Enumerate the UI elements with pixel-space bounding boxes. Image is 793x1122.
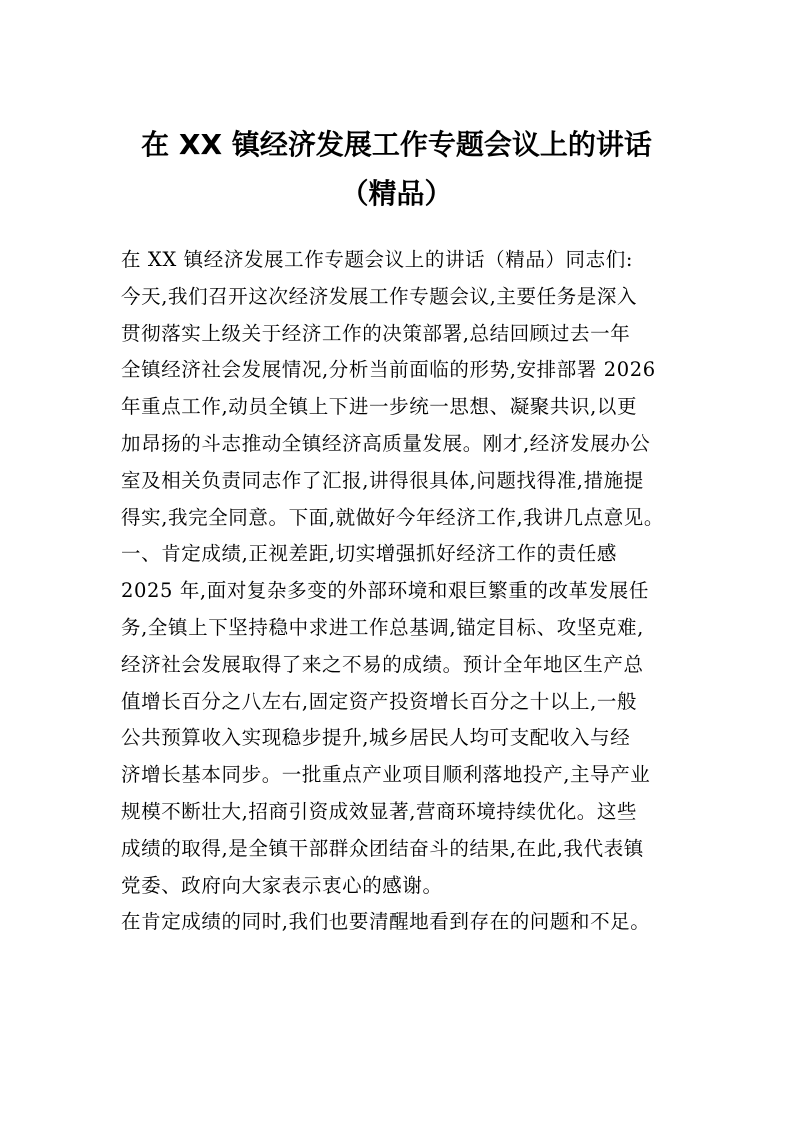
body-line: 党委、政府向大家表示衷心的感谢。 [121,873,443,897]
body-line: 年重点工作,动员全镇上下进一步统一思想、凝聚共识,以更 [121,395,638,419]
body-line: 务,全镇上下坚持稳中求进工作总基调,锚定目标、攻坚克难, [121,615,644,639]
body-line: 济增长基本同步。一批重点产业项目顺利落地投产,主导产业 [121,763,651,787]
section-heading: 一、肯定成绩,正视差距,切实增强抓好经济工作的责任感 [121,542,617,566]
document-title-line-1: 在 XX 镇经济发展工作专题会议上的讲话 [141,128,652,161]
body-line: 贯彻落实上级关于经济工作的决策部署,总结回顾过去一年 [121,321,631,345]
body-line: 在肯定成绩的同时,我们也要清醒地看到存在的问题和不足。 [121,910,651,934]
body-line: 全镇经济社会发展情况,分析当前面临的形势,安排部署 2026 [121,358,656,382]
document-title-line-2: （精品） [340,177,453,210]
body-line: 2025 年,面对复杂多变的外部环境和艰巨繁重的改革发展任 [121,579,649,603]
body-line: 值增长百分之八左右,固定资产投资增长百分之十以上,一般 [121,689,638,713]
body-line: 经济社会发展取得了来之不易的成绩。预计全年地区生产总 [121,652,644,676]
body-line: 在 XX 镇经济发展工作专题会议上的讲话（精品）同志们: [121,248,634,271]
body-line: 今天,我们召开这次经济发展工作专题会议,主要任务是深入 [121,284,638,308]
body-line: 得实,我完全同意。下面,就做好今年经济工作,我讲几点意见。 [121,505,664,529]
document-body [121,242,681,941]
body-line: 加昂扬的斗志推动全镇经济高质量发展。刚才,经济发展办公 [121,431,651,455]
body-line: 室及相关负责同志作了汇报,讲得很具体,问题找得准,措施提 [121,468,644,492]
body-line: 成绩的取得,是全镇干部群众团结奋斗的结果,在此,我代表镇 [121,836,644,860]
body-line: 公共预算收入实现稳步提升,城乡居民人均可支配收入与经 [121,726,631,750]
body-line: 规模不断壮大,招商引资成效显著,营商环境持续优化。这些 [121,799,638,823]
